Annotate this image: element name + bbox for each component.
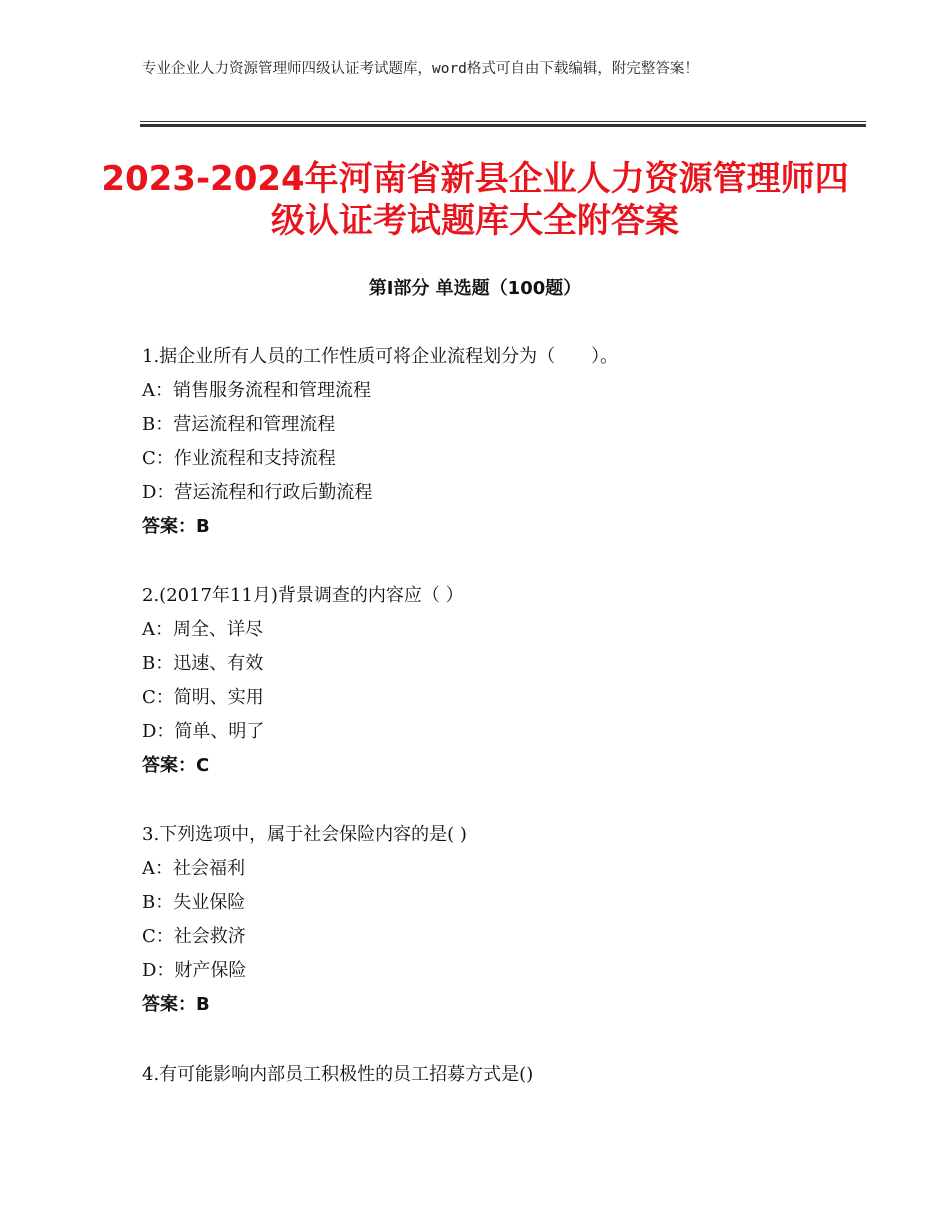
option-b: B：失业保险	[142, 892, 246, 913]
option-b: B：营运流程和管理流程	[142, 414, 336, 435]
header-note: 专业企业人力资源管理师四级认证考试题库，word格式可自由下载编辑，附完整答案！	[142, 61, 699, 77]
answer-label: 答案：	[142, 755, 196, 776]
answer-label: 答案：	[142, 516, 196, 537]
document-title: 2023-2024年河南省新县企业人力资源管理师四级认证考试题库大全附答案	[101, 159, 849, 241]
answer-label: 答案：	[142, 994, 196, 1015]
option-c: C：社会救济	[142, 926, 246, 947]
option-a: A：销售服务流程和管理流程	[142, 380, 371, 401]
option-a: A：周全、详尽	[142, 619, 263, 640]
answer-line	[142, 988, 862, 1022]
answer-line	[142, 510, 862, 544]
option-c: C：简明、实用	[142, 687, 264, 708]
option-d: D：财产保险	[142, 960, 247, 981]
answer-line	[142, 749, 862, 783]
question-stem: 1.据企业所有人员的工作性质可将企业流程划分为（ ）。	[142, 346, 619, 367]
option-a: A：社会福利	[142, 858, 245, 879]
option-c: C：作业流程和支持流程	[142, 448, 336, 469]
question-3	[142, 818, 862, 1022]
answer-value: B	[196, 994, 210, 1015]
section-title: 第Ⅰ部分 单选题（100题）	[368, 278, 582, 299]
header-divider-thick	[140, 124, 866, 127]
option-d: D：简单、明了	[142, 721, 265, 742]
question-1	[142, 340, 862, 544]
question-2	[142, 579, 862, 783]
question-stem: 2.(2017年11月)背景调查的内容应（ ）	[142, 585, 464, 606]
question-4	[142, 1058, 862, 1092]
question-stem: 3.下列选项中，属于社会保险内容的是( )	[142, 824, 467, 845]
option-b: B：迅速、有效	[142, 653, 264, 674]
header-divider-thin	[140, 121, 866, 122]
answer-value: C	[196, 755, 210, 776]
option-d: D：营运流程和行政后勤流程	[142, 482, 373, 503]
question-stem: 4.有可能影响内部员工积极性的员工招募方式是()	[142, 1064, 534, 1085]
answer-value: B	[196, 516, 210, 537]
